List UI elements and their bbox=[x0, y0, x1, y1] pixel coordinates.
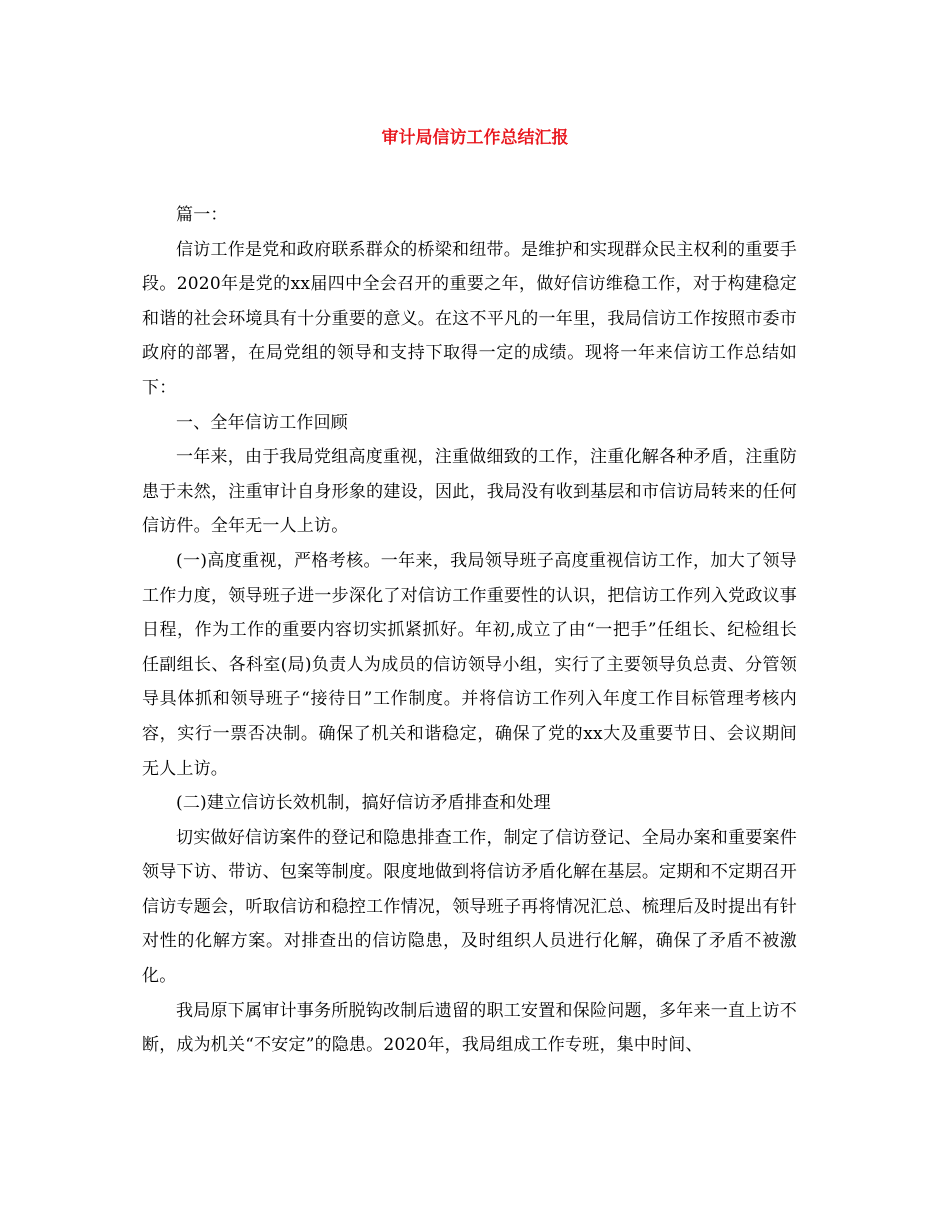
document-body bbox=[142, 198, 797, 1063]
paragraph-review: 一年来，由于我局党组高度重视，注重做细致的工作，注重化解各种矛盾，注重防患于未然，注重审计自身形象的建设，因此，我局没有收到基层和市信访局转来的任何信访件。全年无一人上访。 bbox=[142, 447, 797, 537]
paragraph-subsection-one: (一)高度重视，严格考核。一年来，我局领导班子高度重视信访工作，加大了领导工作力度，领导班子进一步深化了对信访工作重要性的认识，把信访工作列入党政议事日程，作为工作的重要内容切实抓紧抓好。年初,成立了由“一把手”任组长、纪检组长任副组长、各科室(局)负责人为成员的信访领导小组，实行了主要领导负总责、分管领导具体抓和领导班子“接待日”工作制度。并将信访工作列入年度工作目标管理考核内容，实行一票否决制。确保了机关和谐稳定，确保了党的xx大及重要节日、会议期间无人上访。 bbox=[142, 550, 797, 779]
subsection-heading-two: (二)建立信访长效机制，搞好信访矛盾排查和处理 bbox=[176, 793, 551, 814]
document-title: 审计局信访工作总结汇报 bbox=[381, 128, 569, 148]
section-heading-review: 一、全年信访工作回顾 bbox=[176, 412, 348, 433]
paragraph-intro: 信访工作是党和政府联系群众的桥梁和纽带。是维护和实现群众民主权利的重要手段。2020年是党的xx届四中全会召开的重要之年，做好信访维稳工作，对于构建稳定和谐的社会环境具有十分重要的意义。在这不平凡的一年里，我局信访工作按照市委市政府的部署，在局党组的领导和支持下取得一定的成绩。现将一年来信访工作总结如下： bbox=[142, 239, 797, 398]
paragraph-heading-part-one: 篇一： bbox=[176, 205, 228, 225]
paragraph-mechanism: 切实做好信访案件的登记和隐患排查工作，制定了信访登记、全局办案和重要案件领导下访、带访、包案等制度。限度地做到将信访矛盾化解在基层。定期和不定期召开信访专题会，听取信访和稳控工作情况，领导班子再将情况汇总、梳理后及时提出有针对性的化解方案。对排查出的信访隐患，及时组织人员进行化解，确保了矛盾不被激化。 bbox=[142, 827, 797, 987]
paragraph-legacy-issue: 我局原下属审计事务所脱钩改制后遗留的职工安置和保险问题，多年来一直上访不断，成为机关“不安定”的隐患。2020年，我局组成工作专班，集中时间、 bbox=[142, 1000, 797, 1056]
